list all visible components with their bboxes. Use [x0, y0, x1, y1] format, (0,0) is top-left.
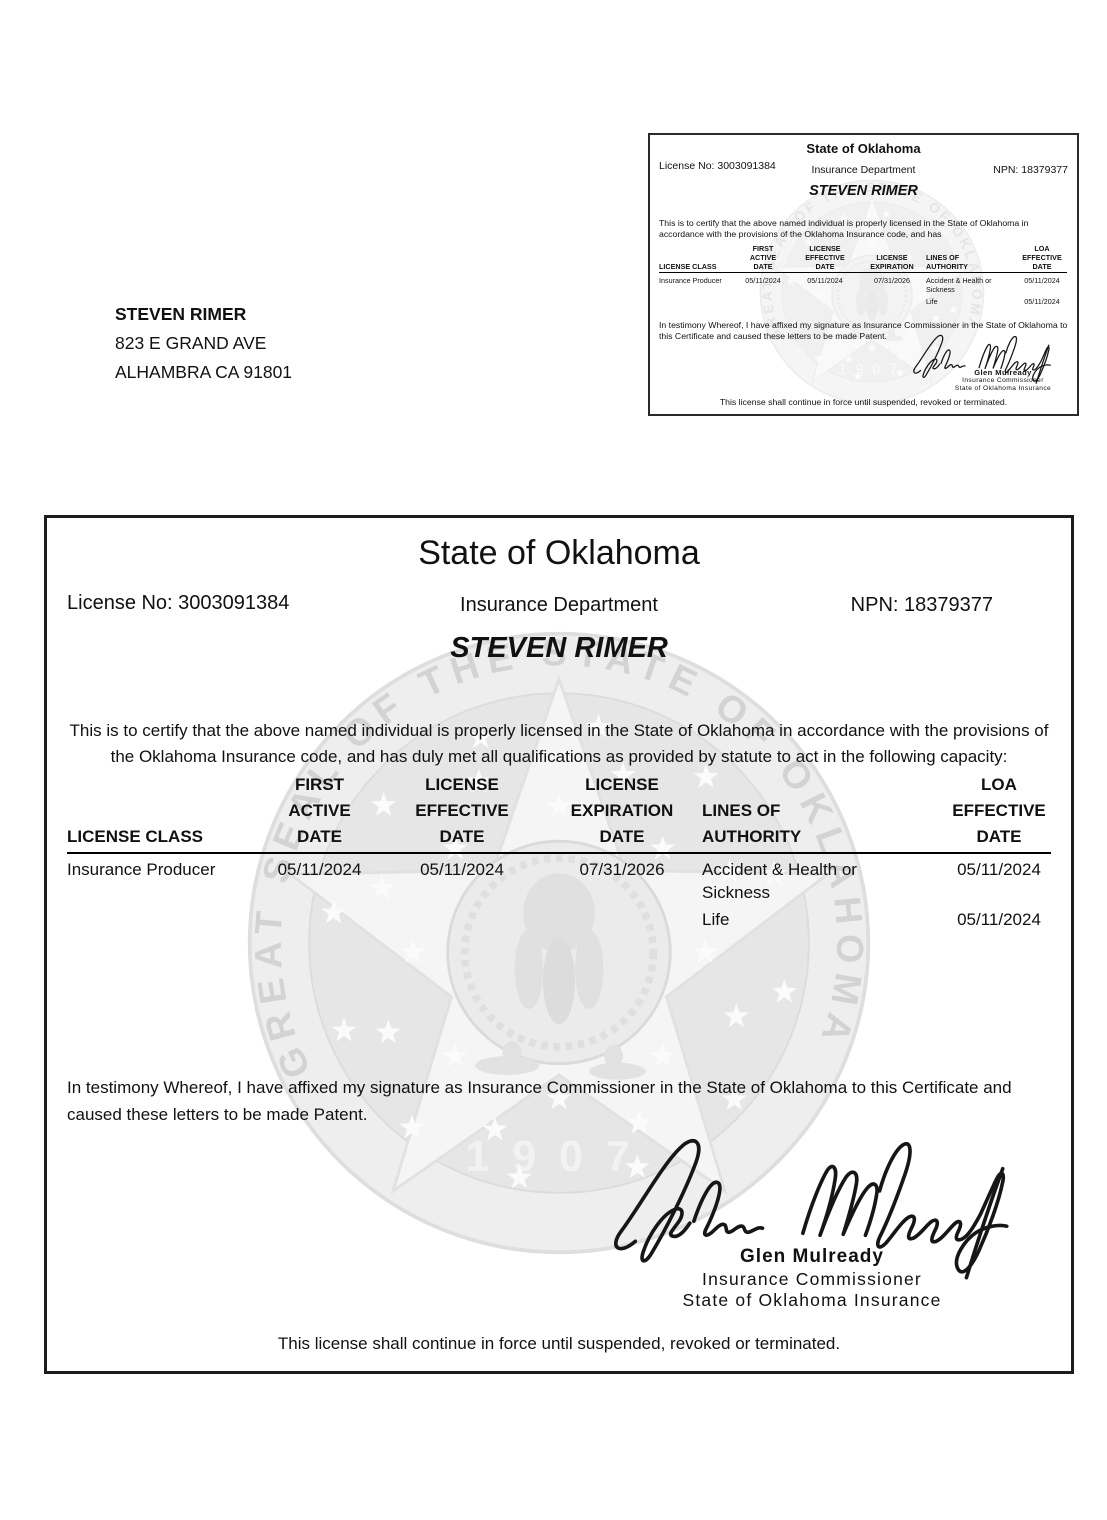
cell-loa-2: Life: [702, 910, 730, 929]
card-col-license-class: LICENSE CLASS: [659, 262, 717, 271]
card-license-number: License No: 3003091384: [659, 160, 776, 172]
card-cell-first-active: 05/11/2024: [745, 276, 781, 285]
certificate-department: Insurance Department: [460, 594, 658, 616]
certificate-table-header: [67, 772, 1051, 854]
cell-expiration: 07/31/2026: [579, 860, 665, 879]
certificate-license-number: License No: 3003091384: [67, 592, 290, 614]
certificate-title: State of Oklahoma: [418, 534, 700, 572]
card-signer-block: [908, 368, 1079, 393]
card-department: Insurance Department: [811, 164, 916, 176]
card-cell-loa-2: Life: [926, 297, 938, 306]
certificate-footer-text: This license shall continue in force until suspended, revoked or terminated.: [277, 1334, 841, 1353]
signer-org: State of Oklahoma Insurance: [682, 1290, 942, 1310]
certificate-signer-block: [602, 1245, 1022, 1311]
card-col-license-effective: LICENSE EFFECTIVE DATE: [805, 244, 845, 271]
card-license-table: [659, 244, 1067, 306]
card-signer-title: Insurance Commissioner: [962, 377, 1044, 384]
card-cell-effective: 05/11/2024: [807, 276, 843, 285]
card-table-header: [659, 244, 1067, 273]
card-signer-org: State of Oklahoma Insurance: [954, 385, 1052, 392]
card-cell-loa-1: Accident & Health or Sickness: [926, 276, 992, 294]
col-lines-of-authority: LINES OF AUTHORITY: [702, 801, 802, 846]
card-signer-name: Glen Mulready: [974, 368, 1032, 377]
certificate-certify-text: This is to certify that the above named individual is properly licensed in the State of Oklahoma in accordance with the provisions of the Oklahoma Insurance code, and has duly met all qualifications as provided by statute to act in the following capacity:: [69, 721, 1049, 766]
col-license-class: LICENSE CLASS: [67, 827, 204, 846]
license-certificate: [44, 515, 1074, 1374]
address-street: 823 E GRAND AVE: [115, 333, 267, 353]
card-col-license-expiration: LICENSE EXPIRATION: [870, 253, 914, 271]
card-cell-loa-date-1: 05/11/2024: [1024, 276, 1060, 285]
certificate-license-table: [67, 772, 1051, 931]
signer-title: Insurance Commissioner: [702, 1269, 922, 1289]
card-col-lines-of-authority: LINES OF AUTHORITY: [926, 253, 968, 271]
certificate-table-row: [67, 854, 1051, 931]
cell-first-active: 05/11/2024: [277, 860, 362, 879]
card-npn: NPN: 18379377: [993, 164, 1068, 176]
cell-loa-1: Accident & Health or Sickness: [702, 860, 857, 902]
cell-loa-date-1: 05/11/2024: [957, 860, 1041, 879]
card-cell-expiration: 07/31/2026: [874, 276, 910, 285]
card-cell-license-class: Insurance Producer: [659, 276, 722, 285]
cell-license-class: Insurance Producer: [67, 860, 216, 879]
card-col-first-active: FIRST ACTIVE DATE: [749, 244, 777, 271]
col-loa-effective: LOA EFFECTIVE DATE: [952, 775, 1046, 846]
card-table-row: [659, 273, 1067, 306]
certificate-meta-row: [67, 592, 1051, 618]
col-license-effective: LICENSE EFFECTIVE DATE: [415, 775, 509, 846]
cell-loa-date-2: 05/11/2024: [957, 910, 1041, 929]
license-card: [648, 133, 1079, 416]
signer-name: Glen Mulready: [740, 1246, 884, 1267]
cell-effective: 05/11/2024: [420, 860, 504, 879]
col-license-expiration: LICENSE EXPIRATION DATE: [570, 775, 674, 846]
card-footer-text: This license shall continue in force until suspended, revoked or terminated.: [719, 397, 1008, 407]
certificate-npn: NPN: 18379377: [850, 594, 993, 616]
card-licensee-name: STEVEN RIMER: [809, 183, 918, 199]
mailing-address: [115, 300, 292, 387]
card-cell-loa-date-2: 05/11/2024: [1024, 297, 1060, 306]
certificate-testimony-text: In testimony Whereof, I have affixed my signature as Insurance Commissioner in the State of Oklahoma to this Certificate and caused these letters to be made Patent.: [67, 1078, 1012, 1124]
card-certify-text: This is to certify that the above named individual is properly licensed in the State of Oklahoma in accordance with the provisions of the Oklahoma Insurance code, and has: [659, 218, 1029, 239]
col-first-active: FIRST ACTIVE DATE: [288, 775, 351, 846]
address-city-state-zip: ALHAMBRA CA 91801: [115, 362, 293, 382]
address-name: STEVEN RIMER: [115, 304, 247, 324]
card-title: State of Oklahoma: [806, 141, 921, 156]
card-meta-row: [659, 160, 1068, 176]
certificate-licensee-name: STEVEN RIMER: [450, 632, 668, 664]
card-testimony-text: In testimony Whereof, I have affixed my signature as Insurance Commissioner in the State of Oklahoma to this Certificate and caused these letters to be made Patent.: [659, 320, 1068, 341]
card-col-loa-effective: LOA EFFECTIVE DATE: [1022, 244, 1062, 271]
